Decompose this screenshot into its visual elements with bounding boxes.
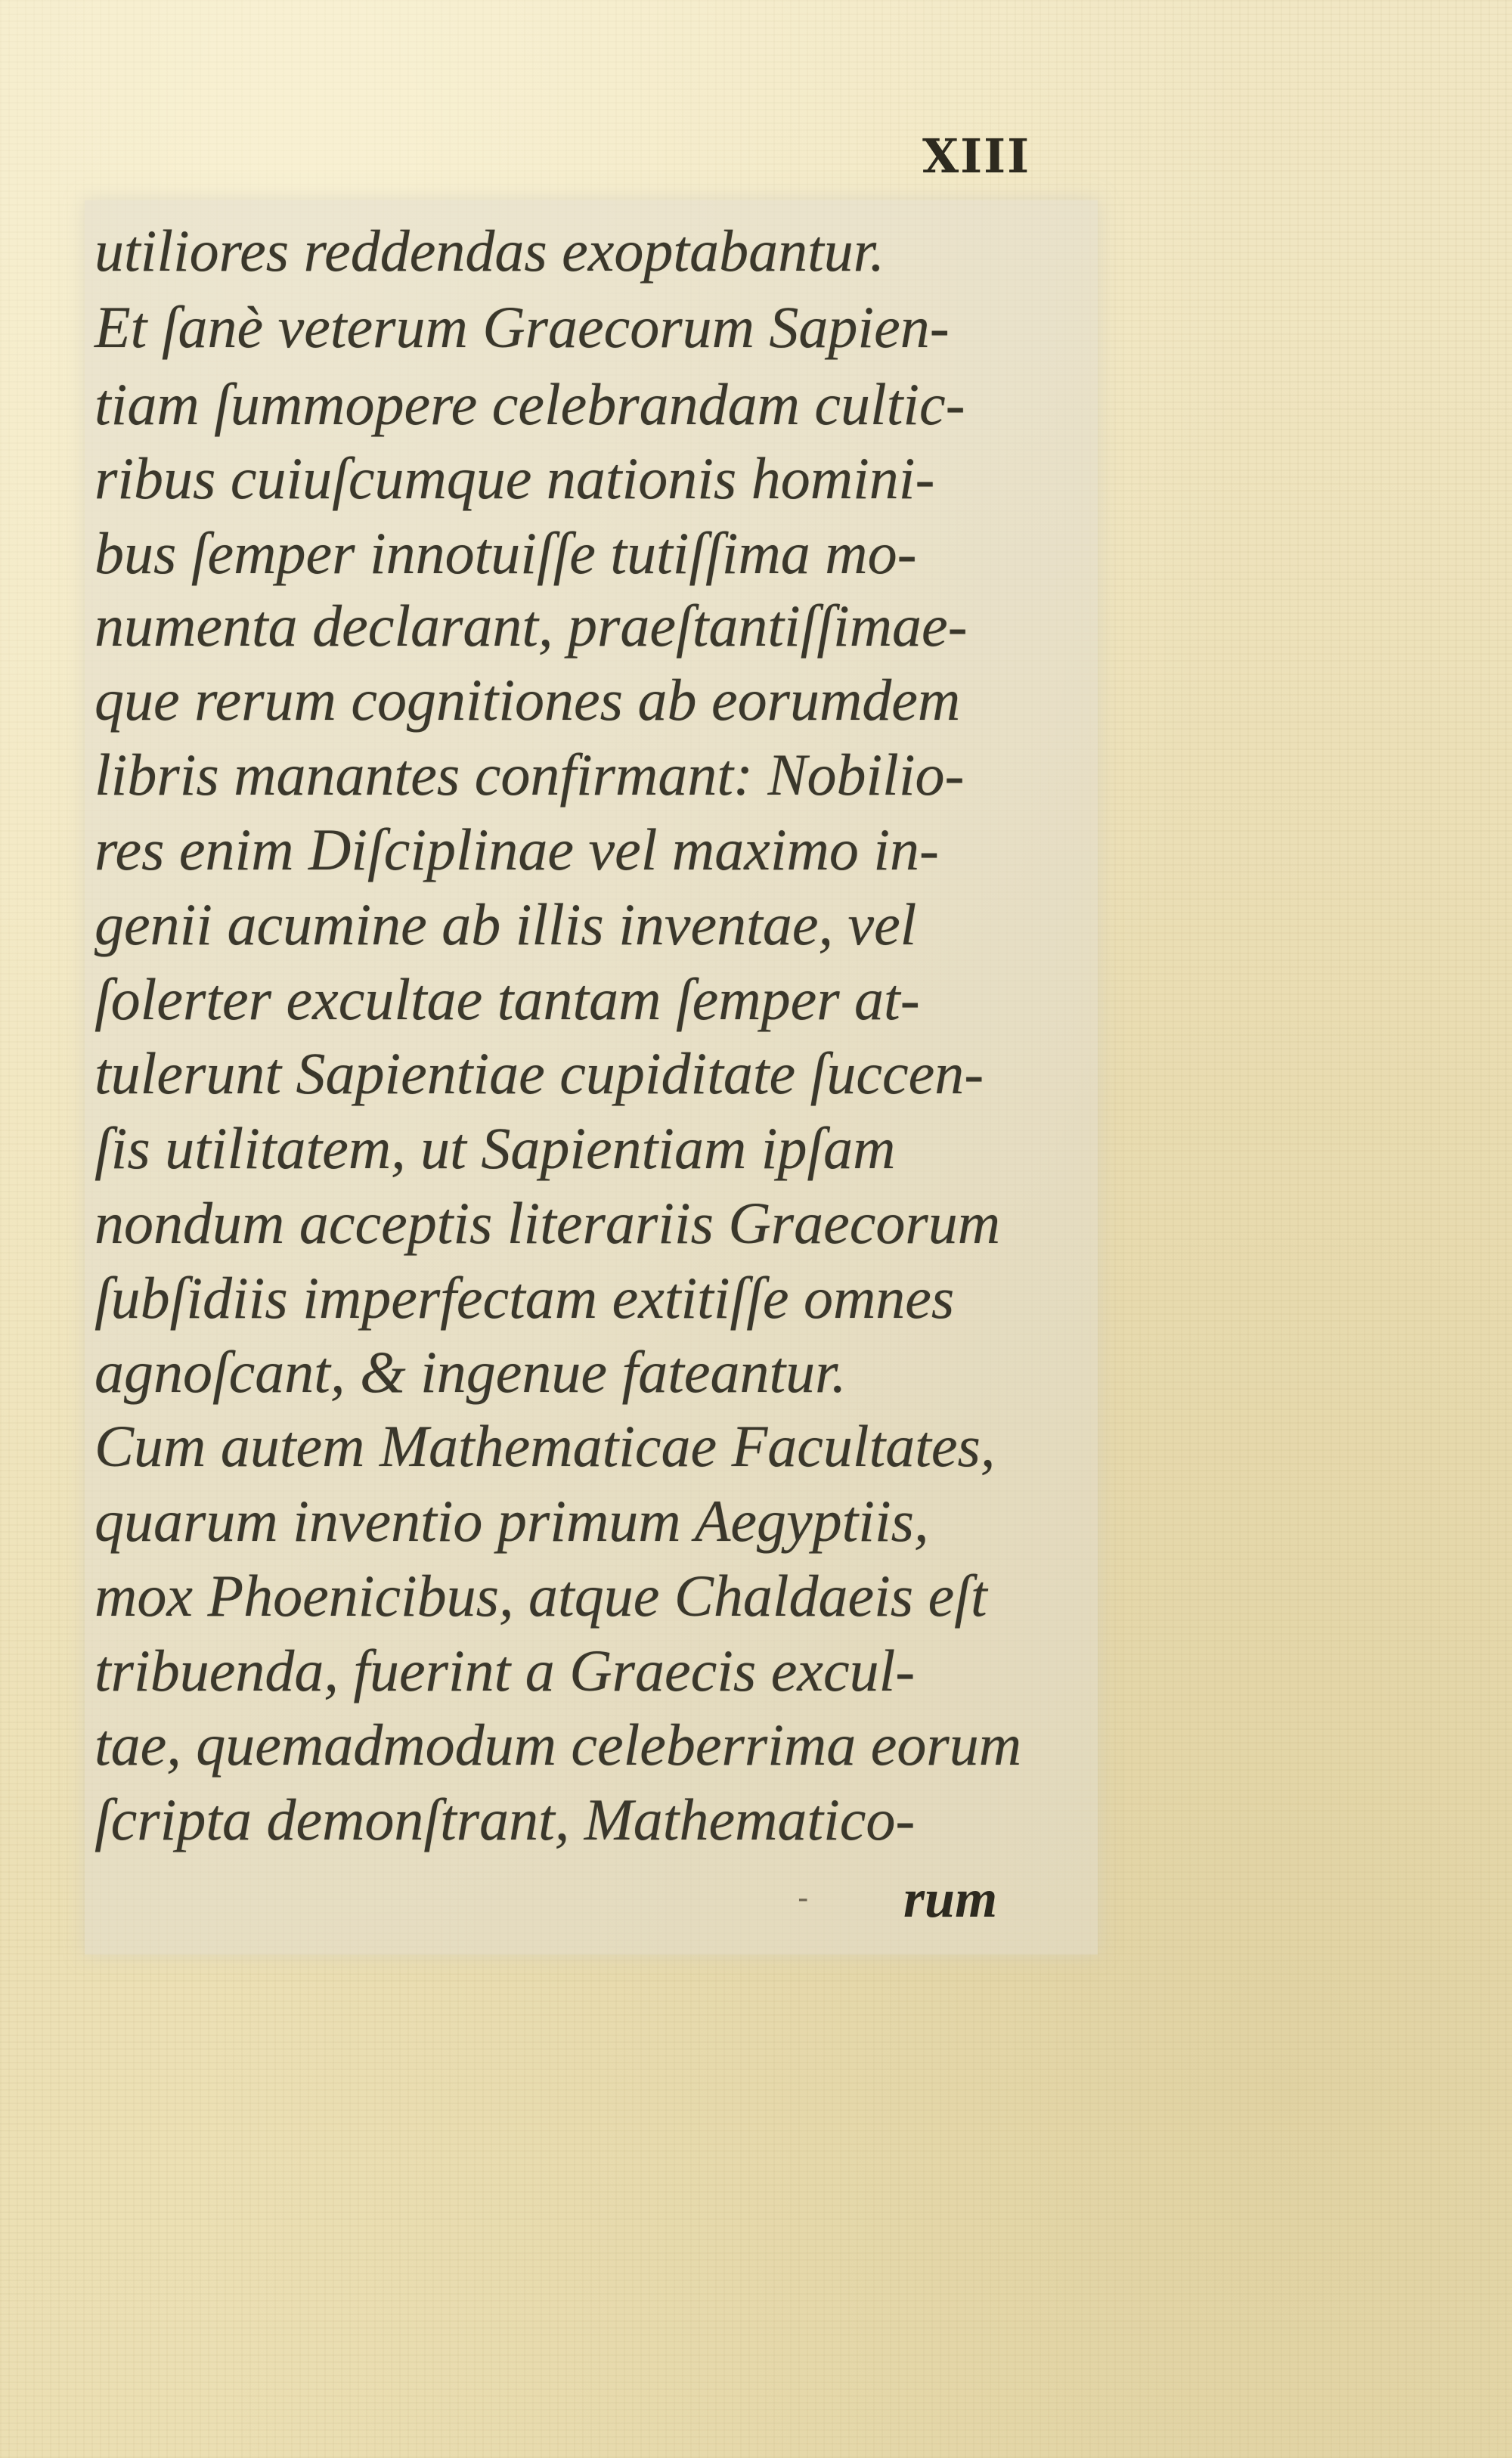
- text-line: Cum autem Mathematicae Facultates,: [94, 1413, 996, 1479]
- text-line: tulerunt Sapientiae cupiditate ſuccen-: [94, 1040, 984, 1106]
- text-line: Et ſanè veterum Graecorum Sapien-: [94, 294, 950, 360]
- text-line: quarum inventio primum Aegyptiis,: [94, 1488, 929, 1554]
- text-line: ribus cuiuſcumque nationis homini-: [94, 445, 935, 511]
- text-line: res enim Diſciplinae vel maximo in-: [94, 817, 939, 882]
- text-line: tae, quemadmodum celeberrima eorum: [94, 1712, 1022, 1778]
- text-line: tribuenda, fuerint a Graecis excul-: [94, 1638, 916, 1703]
- text-line: ſubſidiis imperfectam extitiſſe omnes: [94, 1265, 955, 1331]
- text-line: nondum acceptis literariis Graecorum: [94, 1190, 1001, 1256]
- text-line: que rerum cognitiones ab eorumdem: [94, 667, 961, 733]
- text-line: agnoſcant, & ingenue fateantur.: [94, 1339, 847, 1405]
- catchword: rum: [903, 1868, 998, 1929]
- text-line: ſolerter excultae tantam ſemper at-: [94, 966, 920, 1032]
- text-line: numenta declarant, praeſtantiſſimae-: [94, 593, 968, 659]
- text-line: utiliores reddendas exoptabantur.: [94, 218, 885, 284]
- text-line: bus ſemper innotuiſſe tutiſſima mo-: [94, 520, 917, 586]
- page-number: XIII: [922, 129, 1031, 184]
- text-line: tiam ſummopere celebrandam cultic-: [94, 371, 965, 437]
- text-line: mox Phoenicibus, atque Chaldaeis eſt: [94, 1563, 987, 1629]
- printer-mark: -: [798, 1881, 809, 1916]
- text-line: ſcripta demonſtrant, Mathematico-: [94, 1787, 916, 1852]
- text-line: ſis utilitatem, ut Sapientiam ipſam: [94, 1115, 896, 1181]
- text-line: genii acumine ab illis inventae, vel: [94, 891, 917, 957]
- text-line: libris manantes confirmant: Nobilio-: [94, 742, 965, 807]
